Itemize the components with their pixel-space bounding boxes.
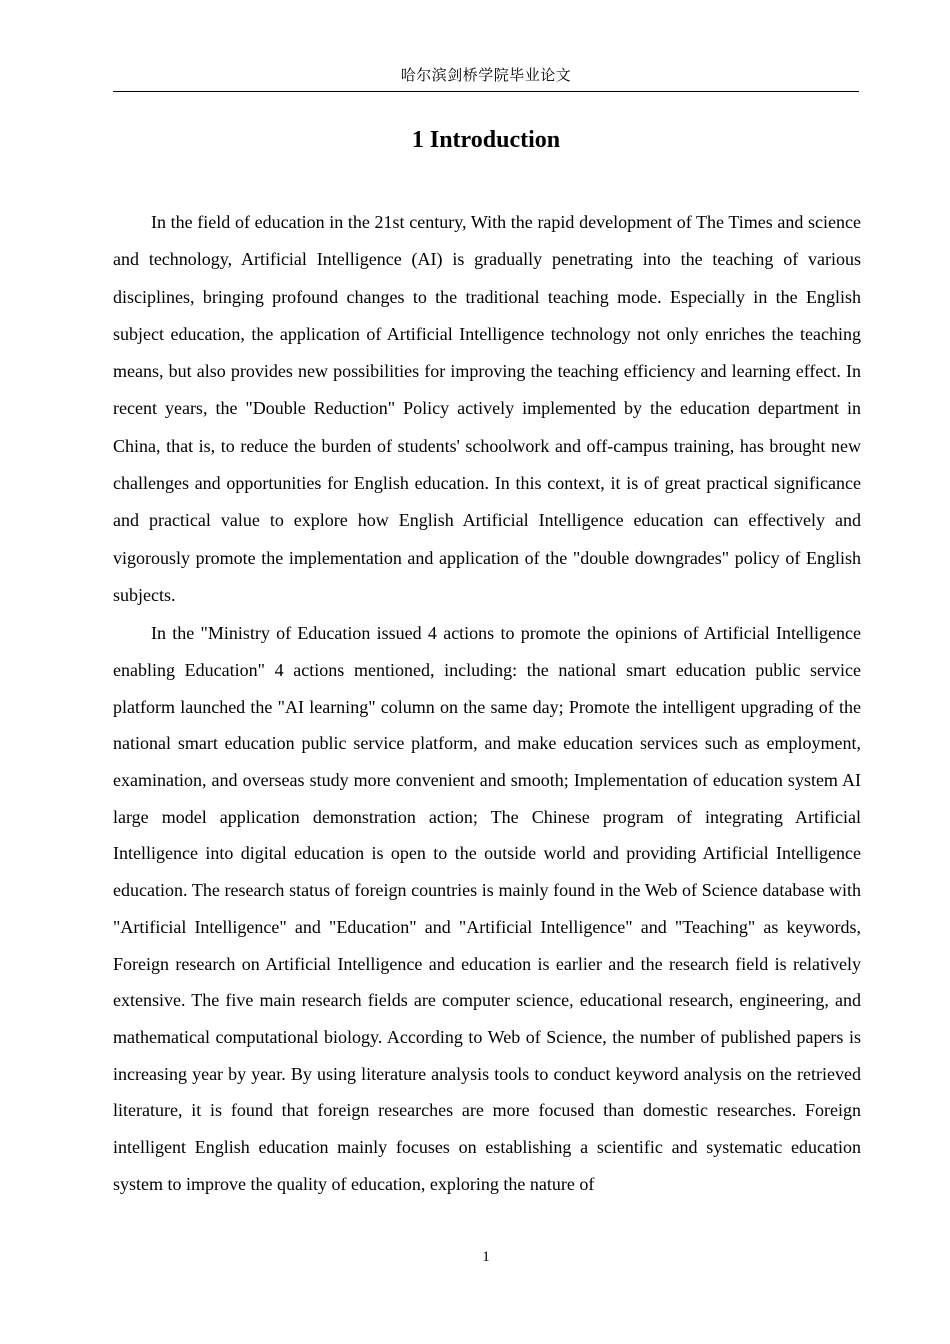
page-number: 1 (482, 1249, 490, 1265)
paragraph: In the field of education in the 21st century, With the rapid development of The Times and science and technology, Artificial Intelligence (AI) is gradually penetrating into the teaching of various disciplines, bringing profound changes to the traditional teaching mode. Especially in the English subject education, the application of Artificial Intelligence technology not only enriches the teaching means, but also provides new possibilities for improving the teaching efficiency and learning effect. In recent years, the "Double Reduction" Policy actively implemented by the education department in China, that is, to reduce the burden of students' schoolwork and off-campus training, has brought new challenges and opportunities for English education. In this context, it is of great practical significance and practical value to explore how English Artificial Intelligence education can effectively and vigorously promote the implementation and application of the "double downgrades" policy of English subjects. (113, 212, 861, 605)
header-divider (113, 91, 859, 92)
chapter-title: 1 Introduction (411, 127, 561, 153)
running-header: 哈尔滨剑桥学院毕业论文 (400, 68, 572, 84)
paragraph: In the "Ministry of Education issued 4 actions to promote the opinions of Artificial Intelligence enabling Education" 4 actions mentioned, including: the national smart education public service platform launched the "AI learning" column on the same day; Promote the intelligent upgrading of the national smart education public service platform, and make education services such as employment, examination, and overseas study more convenient and smooth; Implementation of education system AI large model application demonstration action; The Chinese program of integrating Artificial Intelligence into digital education is open to the outside world and providing Artificial Intelligence education. The research status of foreign countries is mainly found in the Web of Science database with "Artificial Intelligence" and "Education" and "Artificial Intelligence" and "Teaching" as keywords, Foreign research on Artificial Intelligence and education is earlier and the research field is relatively extensive. The five main research fields are computer science, educational research, engineering, and mathematical computational biology. According to Web of Science, the number of published papers is increasing year by year. By using literature analysis tools to conduct keyword analysis on the retrieved literature, it is found that foreign researches are more focused than domestic researches. Foreign intelligent English education mainly focuses on establishing a scientific and systematic education system to improve the quality of education, exploring the nature of (113, 623, 861, 1194)
body-text (113, 204, 861, 1203)
